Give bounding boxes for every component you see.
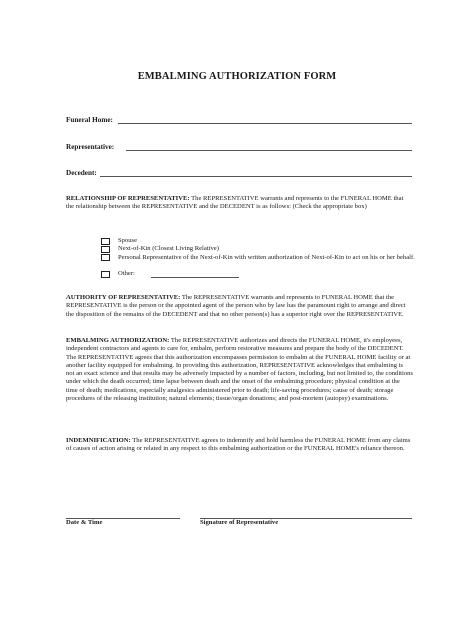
other-checkbox[interactable]	[101, 271, 110, 278]
indemnification-section	[66, 437, 413, 454]
form-title: EMBALMING AUTHORIZATION FORM	[137, 71, 337, 82]
relationship-heading: RELATIONSHIP OF REPRESENTATIVE:	[66, 195, 190, 202]
relationship-section	[66, 195, 413, 212]
spouse-checkbox[interactable]	[101, 238, 110, 245]
representative-label: Representative:	[66, 143, 115, 151]
funeral-home-line[interactable]	[118, 123, 412, 124]
relationship-options	[101, 237, 421, 279]
date-time-label: Date & Time	[66, 519, 103, 526]
funeral-home-field[interactable]	[66, 113, 412, 125]
embalming-section	[66, 337, 413, 403]
relationship-body: The REPRESENTATIVE warrants and represents to the FUNERAL HOME that the relationship between the REPRESENTATIVE and the DECEDENT is as follows: (Check the appropriate box)	[66, 195, 404, 211]
representative-line[interactable]	[126, 150, 412, 151]
next-of-kin-label: Next-of-Kin (Closest Living Relative)	[118, 245, 219, 253]
option-next-of-kin[interactable]	[101, 245, 421, 253]
option-other[interactable]	[101, 270, 421, 278]
embalming-body: The REPRESENTATIVE authorizes and directs the FUNERAL HOME, it's employees, independent contractors and agents to care for, embalm, perform restorative measures and prepare the body of the DECEDENT. The REPRESENTATIVE agrees that this authorization encompasses permission to embalm at the FUNERAL HOME facility or at another facility equipped for embalming. In providing this authorization, REPRESENTATIVE acknowledges that embalming is not an exact science and that results may be adversely impacted by a number of factors, including, but not limited to, the conditions under which the death occurred; time lapse between death and the onset of the embalming procedure; physical condition at the time of death; medications, especially analgesics administered prior to death; life-saving procedures; cause of death; storage procedures of the releasing institution; natural elements; tissue/organ donations; and post-mortem (autopsy) examinations.	[66, 337, 413, 403]
decedent-label: Decedent:	[66, 169, 97, 177]
representative-field[interactable]	[66, 140, 412, 152]
next-of-kin-checkbox[interactable]	[101, 246, 110, 253]
indemnification-body: The REPRESENTATIVE agrees to indemnify and hold harmless the FUNERAL HOME from any claims of causes of action arising or related in any respect to this embalming authorization or the FUNERAL HOME's reliance thereon.	[66, 437, 411, 453]
decedent-line[interactable]	[100, 176, 412, 177]
decedent-field[interactable]	[66, 166, 412, 178]
other-line[interactable]	[151, 277, 239, 278]
option-spouse[interactable]	[101, 237, 421, 245]
other-label: Other:	[118, 270, 135, 278]
authority-body: The REPRESENTATIVE warrants and represents to FUNERAL HOME that the REPRESENTATIVE is the person or the appointed agent of the person who by law has the paramount right to arrange and direct the disposition of the remains of the DECEDENT and that no other person(s) has a superior right over the REPRESENTATIVE.	[66, 294, 406, 318]
authority-heading: AUTHORITY OF REPRESENTATIVE:	[66, 294, 181, 301]
embalming-heading: EMBALMING AUTHORIZATION:	[66, 337, 170, 344]
option-personal-representative[interactable]	[101, 254, 421, 271]
authority-section	[66, 294, 413, 319]
funeral-home-label: Funeral Home:	[66, 116, 113, 124]
personal-rep-label: Personal Representative of the Next-of-Kin with written authorization of Next-of-Kin to act on his or her behalf.	[118, 253, 415, 261]
spouse-label: Spouse	[118, 237, 138, 244]
personal-rep-checkbox[interactable]	[101, 254, 110, 261]
indemnification-heading: INDEMNIFICATION:	[66, 437, 131, 444]
signature-label: Signature of Representative	[200, 519, 279, 526]
